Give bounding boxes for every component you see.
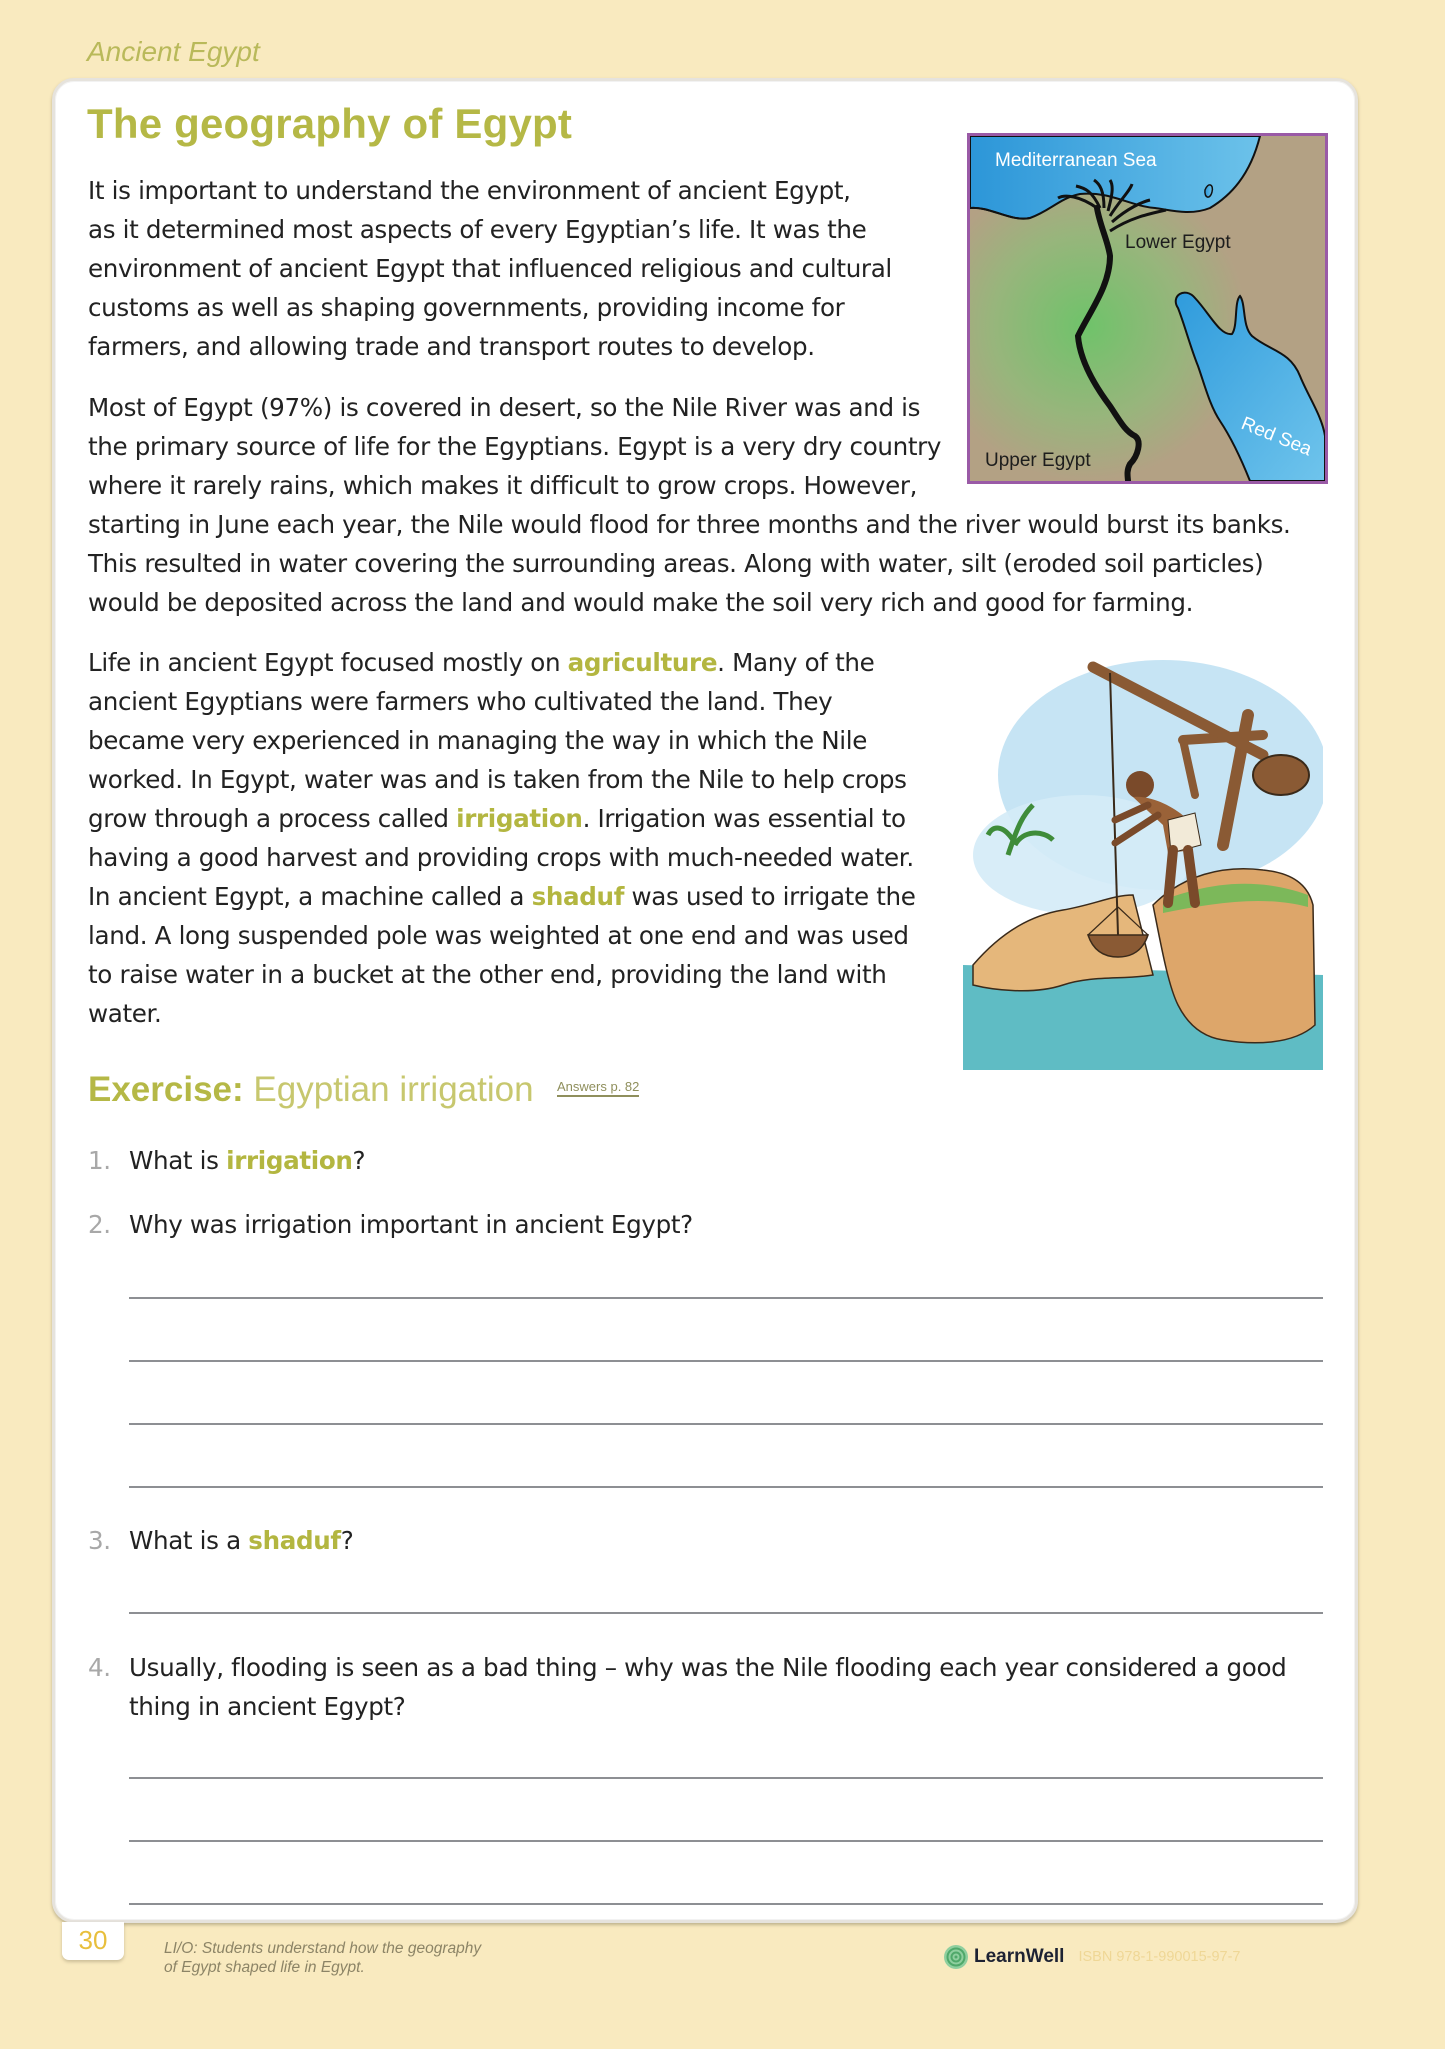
answer-line[interactable] bbox=[129, 1486, 1323, 1488]
text-line: This resulted in water covering the surrounding areas. Along with water, silt (eroded soil particles) bbox=[88, 549, 1264, 578]
publisher-brand bbox=[943, 1944, 1241, 1970]
text-line: In ancient Egypt, a machine called a shaduf was used to irrigate the bbox=[88, 882, 916, 911]
answer-line[interactable] bbox=[129, 1423, 1323, 1425]
answer-line[interactable] bbox=[129, 1360, 1323, 1362]
text-line: the primary source of life for the Egyptians. Egypt is a very dry country bbox=[88, 432, 942, 461]
question-text-line: thing in ancient Egypt? bbox=[129, 1692, 406, 1721]
answers-link[interactable]: Answers p. 82 bbox=[557, 1079, 639, 1097]
text-line: Most of Egypt (97%) is covered in desert, so the Nile River was and is bbox=[88, 393, 921, 422]
learnwell-logo-icon bbox=[943, 1944, 969, 1970]
agriculture-paragraph bbox=[88, 643, 916, 1033]
answer-line[interactable] bbox=[129, 1777, 1323, 1779]
text-line: starting in June each year, the Nile would flood for three months and the river would burst its banks. bbox=[88, 510, 1291, 539]
exercise-heading bbox=[88, 1070, 534, 1110]
text-line: It is important to understand the environment of ancient Egypt, bbox=[88, 176, 851, 205]
brand-name: LearnWell bbox=[974, 1946, 1065, 1967]
section-label: Ancient Egypt bbox=[87, 36, 260, 67]
egypt-map bbox=[967, 133, 1328, 484]
text-line: as it determined most aspects of every Egyptian’s life. It was the bbox=[88, 215, 867, 244]
map-label-red-sea: Red Sea bbox=[1238, 413, 1315, 461]
map-label-mediterranean: Mediterranean Sea bbox=[995, 150, 1157, 171]
question-number: 3. bbox=[88, 1526, 111, 1555]
shaduf-illustration bbox=[963, 645, 1323, 1070]
question-number: 1. bbox=[88, 1146, 111, 1175]
text-line: worked. In Egypt, water was and is taken from the Nile to help crops bbox=[88, 765, 907, 794]
question-2: 2. Why was irrigation important in ancient Egypt? bbox=[88, 1205, 693, 1244]
question-1: 1. What is irrigation? bbox=[88, 1141, 365, 1180]
text-line: having a good harvest and providing crops with much-needed water. bbox=[88, 843, 914, 872]
map-illustration bbox=[970, 136, 1325, 481]
answer-line[interactable] bbox=[129, 1297, 1323, 1299]
answer-line[interactable] bbox=[129, 1903, 1323, 1905]
isbn: ISBN 978-1-990015-97-7 bbox=[1078, 1949, 1241, 1965]
keyword-shaduf: shaduf bbox=[531, 882, 625, 911]
page-title: The geography of Egypt bbox=[87, 100, 573, 147]
keyword-agriculture: agriculture bbox=[567, 648, 718, 677]
keyword-shaduf: shaduf bbox=[248, 1526, 341, 1555]
text-line: customs as well as shaping governments, providing income for bbox=[88, 293, 845, 322]
learning-objective: LI/O: Students understand how the geography of Egypt shaped life in Egypt. bbox=[164, 1940, 482, 1976]
question-number: 2. bbox=[88, 1210, 111, 1239]
answer-line[interactable] bbox=[129, 1612, 1323, 1614]
text-line: Life in ancient Egypt focused mostly on agriculture. Many of the bbox=[88, 648, 875, 677]
text-line: farmers, and allowing trade and transport routes to develop. bbox=[88, 332, 815, 361]
text-line: to raise water in a bucket at the other end, providing the land with bbox=[88, 960, 887, 989]
map-label-upper-egypt: Upper Egypt bbox=[985, 450, 1091, 471]
keyword-irrigation: irrigation bbox=[226, 1146, 353, 1175]
text-line: water. bbox=[88, 999, 162, 1028]
text-line: became very experienced in managing the way in which the Nile bbox=[88, 726, 867, 755]
text-line: grow through a process called irrigation. Irrigation was essential to bbox=[88, 804, 906, 833]
exercise-title: Egyptian irrigation bbox=[253, 1070, 534, 1109]
map-label-lower-egypt: Lower Egypt bbox=[1125, 232, 1231, 253]
text-line: would be deposited across the land and would make the soil very rich and good for farming. bbox=[88, 588, 1194, 617]
text-line: ancient Egyptians were farmers who cultivated the land. They bbox=[88, 687, 833, 716]
text-line: where it rarely rains, which makes it difficult to grow crops. However, bbox=[88, 471, 918, 500]
exercise-label: Exercise: bbox=[88, 1070, 244, 1109]
answer-line[interactable] bbox=[129, 1840, 1323, 1842]
question-3: 3. What is a shaduf? bbox=[88, 1521, 353, 1560]
keyword-irrigation: irrigation bbox=[456, 804, 583, 833]
question-number: 4. bbox=[88, 1653, 111, 1682]
page-number: 30 bbox=[62, 1922, 124, 1960]
intro-paragraph bbox=[88, 171, 892, 366]
text-line: environment of ancient Egypt that influenced religious and cultural bbox=[88, 254, 892, 283]
question-4: 4. Usually, flooding is seen as a bad thing – why was the Nile flooding each year considered a good thing in ancient Egypt? bbox=[88, 1648, 1286, 1726]
text-line: land. A long suspended pole was weighted at one end and was used bbox=[88, 921, 909, 950]
shaduf-drawing bbox=[963, 645, 1323, 1070]
